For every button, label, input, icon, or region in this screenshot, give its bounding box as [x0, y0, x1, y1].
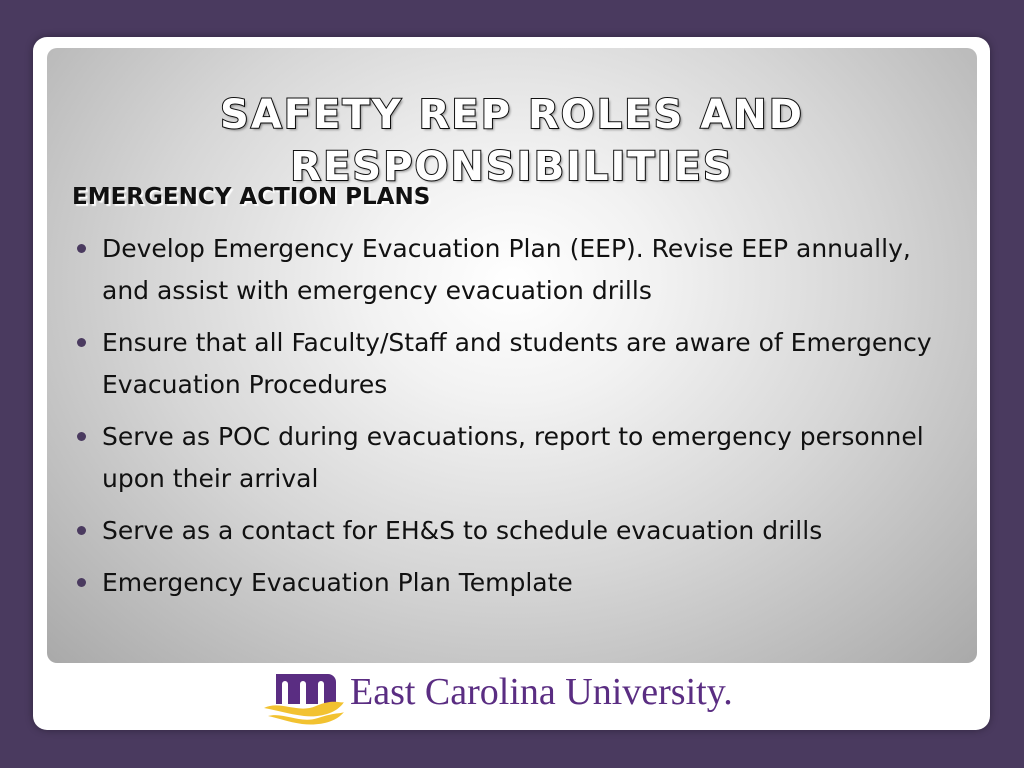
- bullet-item: [72, 562, 952, 604]
- bullet-dot-icon: [77, 526, 86, 535]
- bullet-dot-icon: [77, 244, 86, 253]
- logo-wordmark: East Carolina University.: [350, 671, 733, 713]
- bullet-dot-icon: [77, 338, 86, 347]
- bullet-dot-icon: [77, 432, 86, 441]
- slide-title: SAFETY REP ROLES AND RESPONSIBILITIES: [220, 91, 804, 190]
- bullet-text: Serve as POC during evacuations, report to emergency personnel upon their arrival: [102, 422, 924, 493]
- content-panel: [47, 48, 977, 663]
- bullet-text: Serve as a contact for EH&S to schedule evacuation drills: [102, 516, 823, 545]
- section-heading: EMERGENCY ACTION PLANS: [72, 184, 431, 210]
- bullet-item: [72, 322, 952, 406]
- university-logo: [258, 666, 758, 728]
- bullet-item: [72, 228, 952, 312]
- bullet-list: [72, 228, 952, 614]
- bullet-text: Ensure that all Faculty/Staff and students are aware of Emergency Evacuation Procedures: [102, 328, 932, 399]
- bullet-text: Emergency Evacuation Plan Template: [102, 568, 573, 597]
- ecu-logo-mark-icon: [258, 666, 348, 728]
- bullet-item: [72, 510, 952, 552]
- bullet-item: [72, 416, 952, 500]
- bullet-dot-icon: [77, 578, 86, 587]
- bullet-text: Develop Emergency Evacuation Plan (EEP). Revise EEP annually, and assist with emergency evacuation drills: [102, 234, 911, 305]
